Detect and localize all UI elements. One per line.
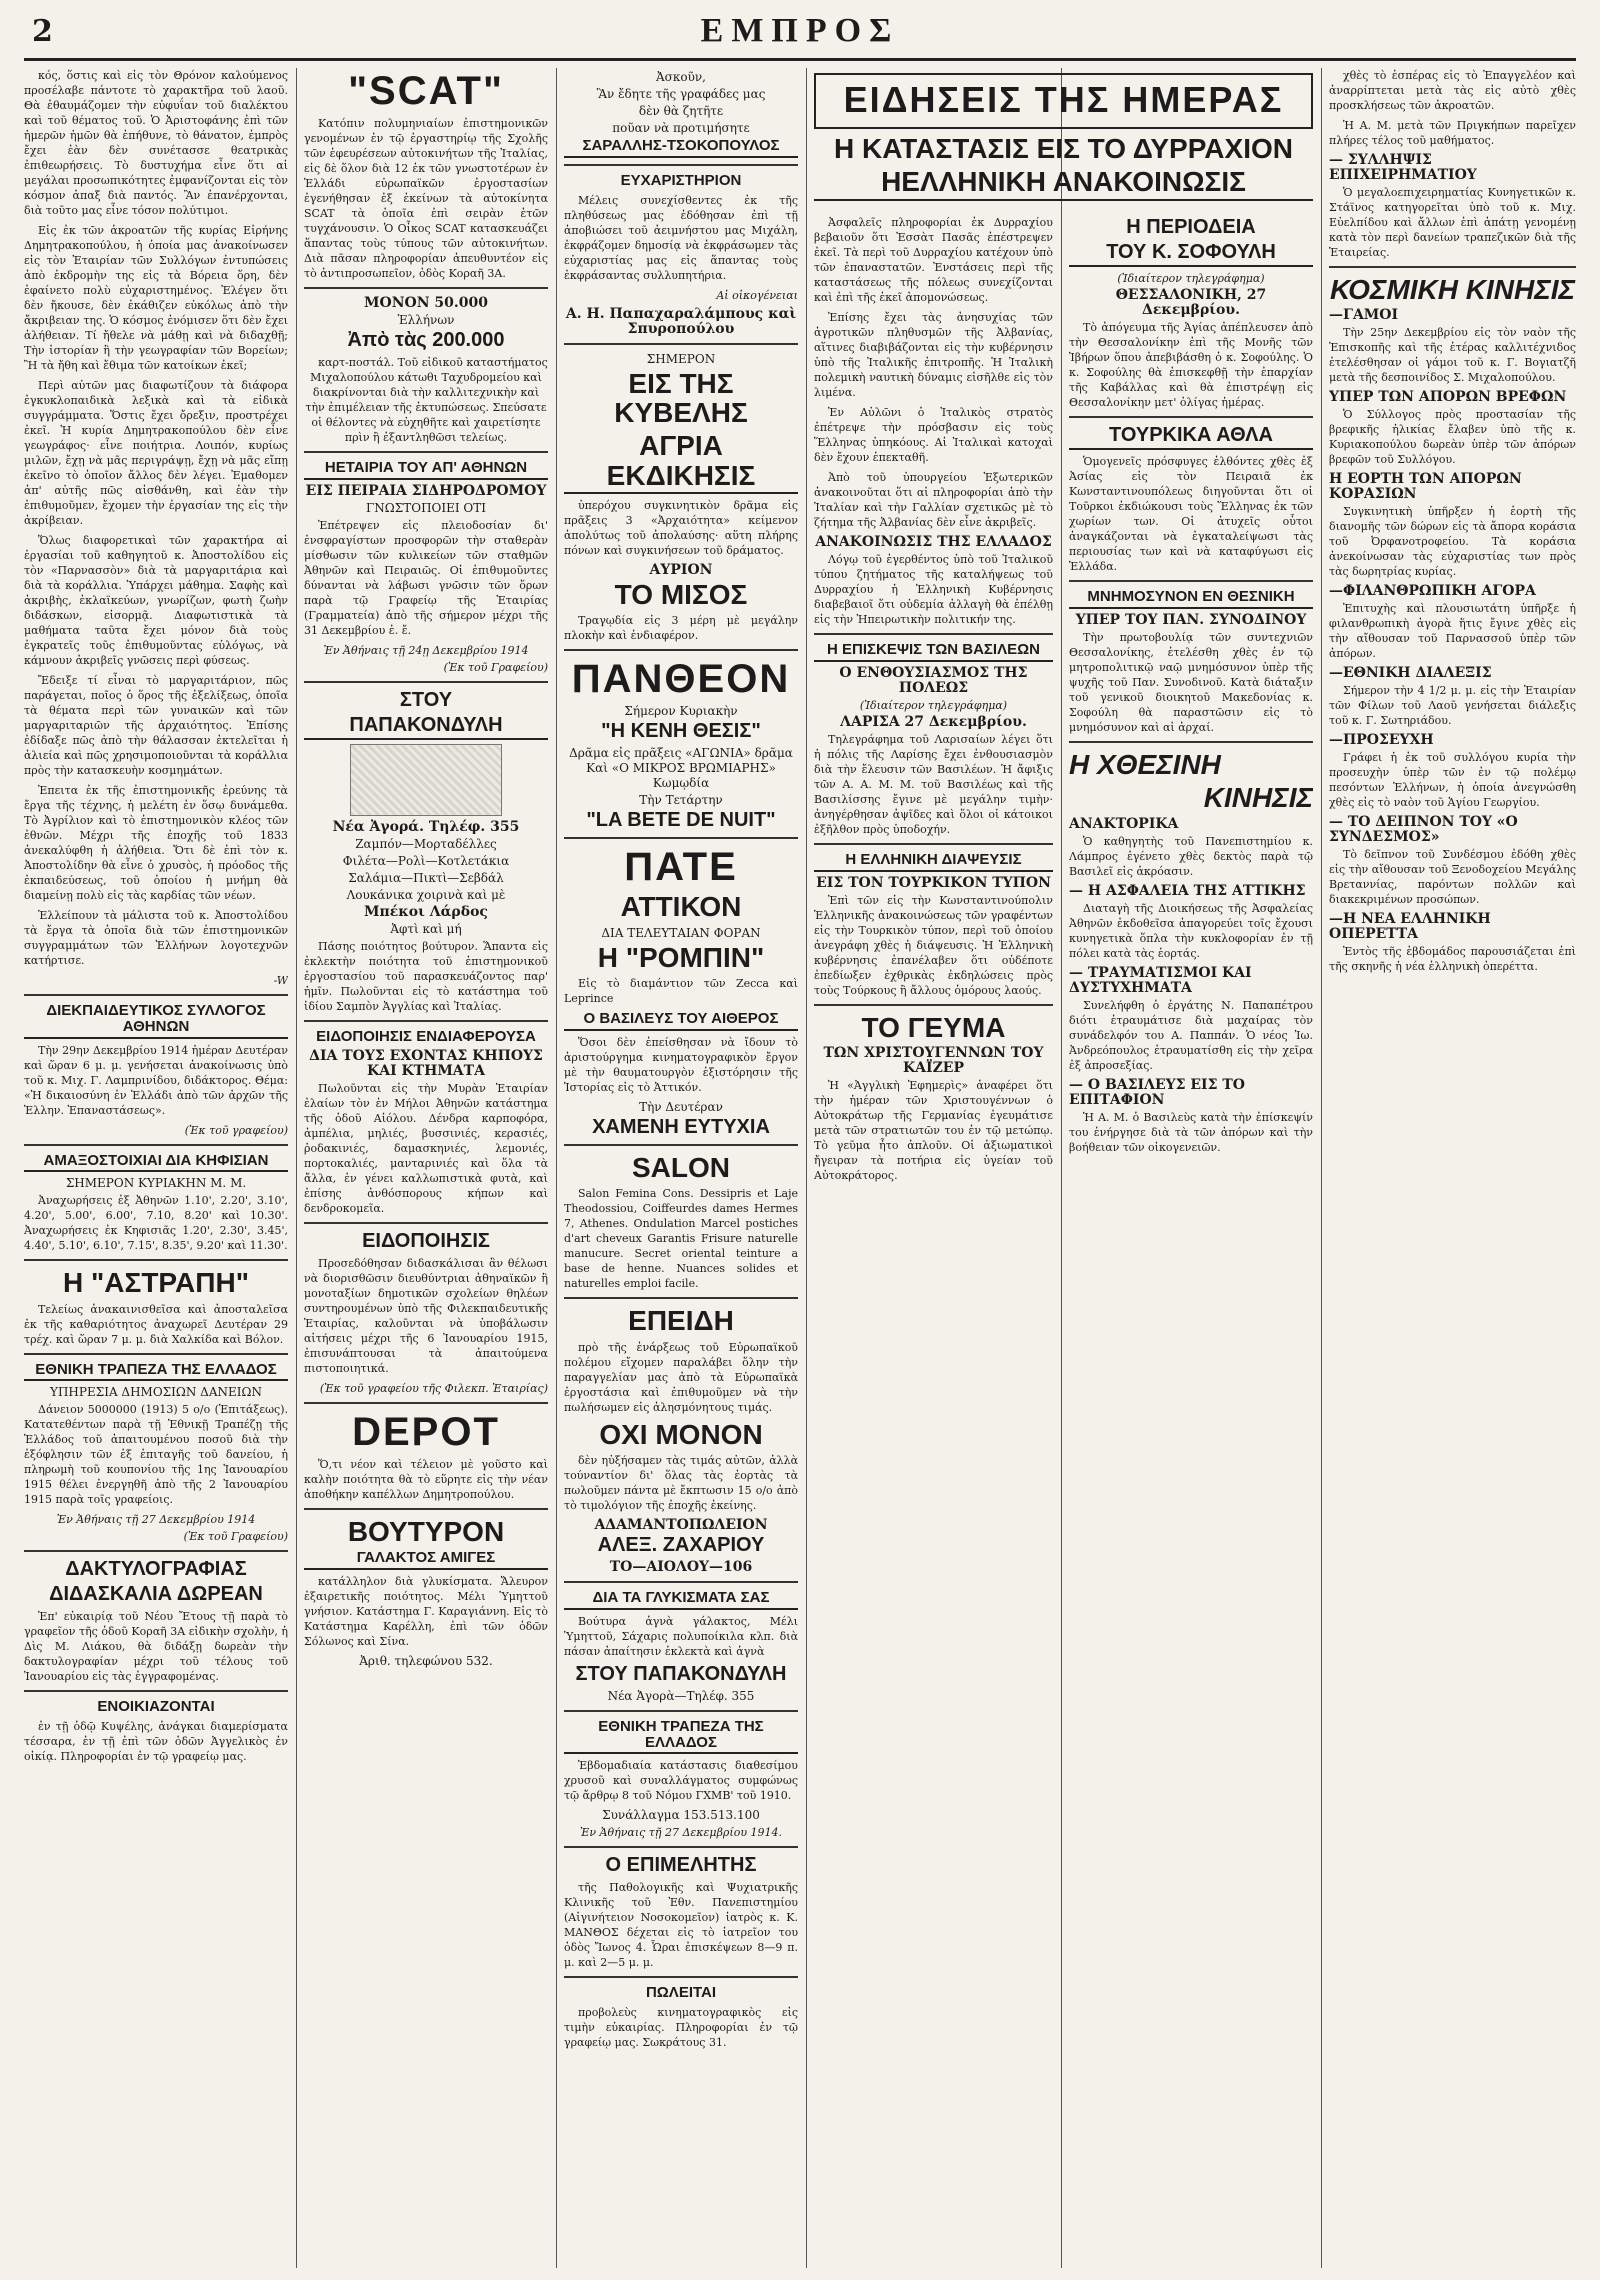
social-text: Ἐντὸς τῆς ἑβδομάδος παρουσιάζεται ἐπὶ τῆς σκηνῆς ἡ νέα ἑλληνικὴ ὀπερέττα. xyxy=(1329,945,1576,974)
jewelry-address: ΤΟ—ΑΙΟΛΟΥ—106 xyxy=(609,1559,753,1576)
company-title-2: ΕΙΣ ΠΕΙΡΑΙΑ ΣΙΔΗΡΟΔΡΟΜΟΥ xyxy=(305,482,547,499)
tomorrow-label: ΑΥΡΙΟΝ xyxy=(649,562,713,579)
pantheon-day: Τὴν Τετάρτην xyxy=(639,793,723,808)
attikon-subtitle: ΔΙΑ ΤΕΛΕΥΤΑΙΑΝ ΦΟΡΑΝ xyxy=(601,925,761,940)
company-title-1: ΗΕΤΑΙΡΙΑ ΤΟΥ ΑΠ' ΑΘΗΝΩΝ xyxy=(304,460,548,480)
typing-ad xyxy=(24,1550,288,1684)
butter-text: κατάλληλον διὰ γλυκίσματα. Ἄλευρον ἐξαιρετικῆς ποιότητος. Μέλι Ὑμηττοῦ γνήσιον. Κατάστημα Γ. Καραγιάννη. Εἰς τὸ Κατάστημα Καρέλλη, ἐπὶ τῶν ὁδῶν Σόλωνος καὶ Σίνα. xyxy=(304,1574,548,1648)
yesterday-text: Συνελήφθη ὁ ἐργάτης Ν. Παπαπέτρου διότι ἐτραυμάτισε διὰ μαχαίρας τὸν συνάδελφόν του Α. Παππάν. Ὁ νέος Ἰω. Ἀνδρεόπουλος ἐτραυματίσθη εἰς τὴν χεῖρα ἐξ ἀπροσεξίας. xyxy=(1069,998,1313,1072)
lottery-subtitle: Ἑλλήνων xyxy=(397,313,455,327)
papakondylis-title-1: ΣΤΟΥ xyxy=(399,688,453,711)
sofoulis-dateline: ΘΕΣΣΑΛΟΝΙΚΗ, 27 Δεκεμβρίου. xyxy=(1115,287,1267,318)
top-ad-brand: ΣΑΡΑΛΛΗΣ-ΤΣΟΚΟΠΟΥΛΟΣ xyxy=(564,138,798,158)
thanks-text: Μέλεις συνεχίσθεντες ἐκ τῆς πληθύσεως μας ἐδόθησαν ἐπὶ τῇ ἀποβιώσει τοῦ ἀειμνήστου μας Μιχάλη, ἐκφράζομεν δημοσίᾳ νὰ ἐκφράσωμεν τὰς εὐχαριστίας μας εἰς ἅπαντας τοὺς ἐκφράσαντας συλλυπητήρια. xyxy=(564,193,798,282)
pantheon-text: Δρᾶμα εἰς πρᾶξεις «ΑΓΩΝΙΑ» δρᾶμα Καὶ «Ο ΜΙΚΡΟΣ ΒΡΩΜΙΑΡΗΣ» Κωμῳδία xyxy=(569,746,793,791)
article-paragraph: Εἰς ἐκ τῶν ἀκροατῶν τῆς κυρίας Εἰρήνης Δημητρακοπούλου, ἡ ὁποία μας ἀνακοίνωσεν εἰς τὸν Ἑταιρίαν τῶν Συλλόγων ἐντυπώσεις ἀπὸ ἐκδρομὴν της εἰς τὰ Βόρεια ὅρη, δὲν ἐφαίνετο πολὺ εὐχαριστημένος. Ἐλέγεν ὅτι δὲν ἤκουσε, δὲν ἐκάθιζεν εὐκόλως ἀπὸ τὴν ἄκριβειαν της. Ὁ κόσμος ἐνόμισεν ὅτι δὲν ἔχει ἀλήθειαν. Τί ἤθελε νὰ μάθῃ καὶ νὰ διδαχθῇ; Τὴν ἱστορίαν ἢ τὴν γεωγραφίαν τῶν Βορείων; Ἢ τὰ ἤθη καὶ ἔθιμα τῶν κατοίκων ἐκεῖ; xyxy=(24,224,288,372)
yesterday-sub: — Η ΑΣΦΑΛΕΙΑ ΤΗΣ ΑΤΤΙΚΗΣ xyxy=(1069,882,1306,899)
bank-title: ΕΘΝΙΚΗ ΤΡΑΠΕΖΑ ΤΗΣ ΕΛΛΑΔΟΣ xyxy=(24,1362,288,1382)
rent-title: ΕΝΟΙΚΙΑΖΟΝΤΑΙ xyxy=(97,1698,215,1716)
pantheon-cinema xyxy=(564,649,798,831)
masthead: ΕΜΠΡΟΣ xyxy=(700,12,900,49)
papakondylis-line: Φιλέτα—Ρολὶ—Κοτλετάκια xyxy=(342,853,510,868)
lottery-text: καρτ-ποστάλ. Τοῦ εἰδικοῦ καταστήματος Μιχαλοπούλου κάτωθι Ταχυδρομείου καὶ διακρίνονται διὰ τὴν καλλιτεχνικὴν καὶ τὴν ἐπιμέλειαν τῆς ἐκτυπώσεως. Σπεύσατε οἱ θέλοντες νὰ εὐχηθῆτε καὶ χαιρετίσητε πρὶν ἢ ἐξαντληθῶσι τελείως. xyxy=(305,356,548,444)
lottery-ad xyxy=(304,287,548,445)
denial-text: Ἐπὶ τῶν εἰς τὴν Κωνσταντινούπολιν Ἑλληνικῆς ἀνακοινώσεως τῶν γραφέντων εἰς τὴν Τουρκικὸν τύπον, περὶ τοῦ ὁποίου ἀνεγράφη χθὲς ἡ διάψευσις. Ἡ Ἑλληνικὴ κυβέρνησις ἐπανέλαβεν ὅτι οὐδέποτε ἐπεδίωξεν ἐχθρικὰς ἐκδηλώσεις πρὸς τοὺς Τούρκους ἢ ἄλλους ὁμόρους λαούς. xyxy=(814,893,1053,997)
thanks-title: ΕΥΧΑΡΙΣΤΗΡΙΟΝ xyxy=(620,171,742,189)
social-sub: —ΠΡΟΣΕΥΧΗ xyxy=(1329,732,1434,749)
ochi-monon-title: ΟΧΙ ΜΟΝΟΝ xyxy=(599,1418,763,1450)
depot-text: Ὅ,τι νέον καὶ τέλειον μὲ γοῦστο καὶ καλὴν ποιότητα θὰ τὸ εὕρητε εἰς τὴν νέαν ἀποθήκην καπέλλων Δημητροπούλου. xyxy=(304,1457,548,1501)
jewelry-store: ΑΔΑΜΑΝΤΟΠΩΛΕΙΟΝ xyxy=(594,1517,768,1534)
durazzo-paragraph: Ἀσφαλεῖς πληροφορίαι ἐκ Δυρραχίου βεβαιοῦν ὅτι Ἐσσὰτ Πασᾶς ἐπέστρεψεν ἐκεῖ. Τὰ περὶ τοῦ Δυρραχίου κατέχουν ὑπὸ τῶν ἐπαναστατῶν. Ἐνστάσεις περὶ τῆς καταστάσεως τῆς πόλεως συνεχίζονται καὶ ἐπὶ τῆς ἐκεῖ ἀπομονώσεως. xyxy=(814,216,1053,304)
page-header xyxy=(24,6,1576,61)
social-text: Γράφει ἡ ἐκ τοῦ συλλόγου κυρία τὴν προσευχὴν ὑπὲρ τῶν ἐν τῷ πολέμῳ πεσόντων Ἑλλήνων, ἡ ὁποία ἀνεγνώσθη χθὲς εἰς τὸ ναὸν τοῦ Ἁγίου Γεωργίου. xyxy=(1329,751,1576,810)
kyveli-theatre xyxy=(564,343,798,644)
memorial-article xyxy=(1069,580,1313,735)
durazzo-paragraph: Ἐπίσης ἔχει τὰς ἀνησυχίας τῶν ἀγροτικῶν πληθυσμῶν τῆς Ἀλβανίας, αἵτινες διαβιβάζονται εἰς τὴν κυβέρνησιν ὑπὸ τῆς Ἰταλικῆς ἐπιτροπῆς. Ἡ Ἰταλικὴ πολεμικὴ ναυτικὴ δύναμις εἰσῆλθε εἰς τὸν λιμένα. xyxy=(814,311,1053,399)
denial-title: Η ΕΛΛΗΝΙΚΗ ΔΙΑΨΕΥΣΙΣ xyxy=(814,852,1053,872)
education-notice xyxy=(304,1222,548,1396)
durazzo-subtitle: ΗΕΛΛΗΝΙΚΗ ΑΝΑΚΟΙΝΩΣΙΣ xyxy=(814,167,1313,200)
bank-subtitle: ΥΠΗΡΕΣΙΑ ΔΗΜΟΣΙΩΝ ΔΑΝΕΙΩΝ xyxy=(50,1385,262,1400)
butter-title-2: ΓΑΛΑΚΤΟΣ ΑΜΙΓΕΣ xyxy=(304,1550,548,1570)
memorial-text: Τὴν πρωτοβουλίᾳ τῶν συντεχνιῶν Θεσσαλονίκης, ἐτελέσθη χθὲς ἐν τῷ μητροπολιτικῷ ναῷ μνημόσυνον ὑπὲρ τῆς ψυχῆς τοῦ Παν. Συνοδινοῦ. Κατὰ διάταξιν τοῦ γενικοῦ διοικητοῦ Μακεδονίας κ. Σοφούλη θὰ παραστῶσιν εἰς τὸ μνημόσυνον καὶ αἱ ἀρχαί. xyxy=(1069,630,1313,734)
depot-title: DEPOT xyxy=(352,1409,500,1454)
social-sub: ΥΠΕΡ ΤΩΝ ΑΠΟΡΩΝ ΒΡΕΦΩΝ xyxy=(1329,389,1567,406)
visit-subtitle: Ο ΕΝΘΟΥΣΙΑΣΜΟΣ ΤΗΣ ΠΟΛΕΩΣ xyxy=(839,664,1028,696)
memorial-title: ΜΝΗΜΟΣΥΝΟΝ ΕΝ ΘΕΣΝΙΚΗ xyxy=(1069,589,1313,609)
article-paragraph: Ἡ Α. Μ. μετὰ τῶν Πριγκήπων παρεῖχεν πλήρες τέλος τοῦ μαθήματος. xyxy=(1329,119,1576,147)
kyveli-play: ΑΓΡΙΑ ΕΚΔΙΚΗΣΙΣ xyxy=(564,431,798,494)
lottery-only: ΜΟΝΟΝ 50.000 xyxy=(364,295,488,311)
papakondylis-line: Μπέκοι Λάρδος xyxy=(364,903,488,920)
visit-text: Τηλεγράφημα τοῦ Λαρισαίων λέγει ὅτι ἡ πόλις τῆς Λαρίσης ἔχει ἐνθουσιασμὸν διὰ τὴν ἔλευσιν τῶν Βασιλέων. Ἡ ἄφιξις τῶν Α. Α. Μ. Μ. τοῦ Βασιλέως καὶ τῆς Βασιλίσσης ἔγινε μὲ μεγάλην τιμὴν· ἀνηγέρθησαν ἁψῖδες καὶ ὅλοι οἱ κάτοικοι ἐξῆλθον πρὸς ὑποδοχήν. xyxy=(814,732,1053,836)
top-ad-line: Ἂν ἔδητε τῆς γραφάδες μας xyxy=(596,87,766,101)
column-rule xyxy=(556,68,557,2268)
greek-statement-sub: ΑΝΑΚΟΙΝΩΣΙΣ ΤΗΣ ΕΛΛΑΔΟΣ xyxy=(815,534,1052,550)
visit-dateline: ΛΑΡΙΣΑ 27 Δεκεμβρίου. xyxy=(840,713,1027,730)
sofoulis-title-1: Η ΠΕΡΙΟΔΕΙΑ xyxy=(1126,216,1256,238)
yesterday-text: Ἡ Α. Μ. ὁ Βασιλεὺς κατὰ τὴν ἐπίσκεψίν του ἐνήργησε διὰ τὰ τῶν ἀπόρων καὶ τὴν βοήθειαν τῶν οἰκογενειῶν. xyxy=(1069,1110,1313,1154)
papakondylis-line: Λουκάνικα χοιρινὰ καὶ μὲ xyxy=(346,887,506,902)
kyveli-play-desc: Τραγῳδία εἰς 3 μέρη μὲ μεγάλην πλοκὴν καὶ ἐνδιαφέρον. xyxy=(564,614,798,643)
column-3 xyxy=(564,68,798,2268)
article-paragraph: Ὅλως διαφορετικαὶ τῶν χαρακτήρα αἱ ἐργασίαι τοῦ καθηγητοῦ κ. Ἀποστολίδου εἰς τὸν «Παρνασσὸν» διὰ τὰ μαργαριτάρια καὶ διὰ τὰ κοράλλια. Ὑπάρχει μάθημα. Σαφὴς καὶ ἀκριβὴς, ἐκλαϊκεύων, γνωρίζων, φωτὴ ζωὴν διδάσκων, εἰσορμᾷ. Διαφωτιστικὰ τὰ μαθήματα ταῦτα ἔχει μόνον διὰ τοὺς ἐγκρατεῖς τοῦς ἐπιθυμοῦντας εὐλόγως, νὰ κάμνουν ἀκριβεῖς γνῶσεις περὶ φύσεως. xyxy=(24,534,288,667)
lyceum-sig: (Ἐκ τοῦ γραφείου) xyxy=(184,1123,288,1137)
jewelry-ad xyxy=(564,1297,798,1575)
bank-text: Δάνειον 5000000 (1913) 5 ο/ο (Ἐπιτάξεως). Κατατεθέντων παρὰ τῇ Ἐθνικῇ Τραπέζῃ τῆς Ἑλλάδος τοῦ ἀπαιτουμένου ποσοῦ διὰ τὴν ἐξόφλησιν τῶν ἐξ ἐπιταγῆς τοῦ δανείου, ἡ πληρωμὴ τοῦ κουπονίου τῆς 1ης Ἰανουαρίου 1915 θέλει ἐνεργηθῆ ἀπὸ τῆς 2 Ἰανουαρίου 1915 παρὰ τοῖς γραφείοις. xyxy=(24,1403,288,1507)
column-1 xyxy=(24,68,288,2268)
butter-phone: Ἀριθ. τηλεφώνου 532. xyxy=(359,1653,493,1668)
article-paragraph: Περὶ αὐτῶν μας διαφωτίζουν τὰ διάφορα ἐγκυκλοπαιδικὰ λεξικὰ καὶ τὰ εἰδικὰ συγγράμματα. Ὅστις ἔχει ὄρεξιν, προστρέχει ἐκεῖ. Ἡ κυρία Δημητρακοπούλου δὲν εἶνε γεωγράφος· εἶνε ποιήτρια. Λοιπόν, κυρίως μιλῶν, ἔχῃ νὰ μᾶς περιγράψῃ, ἔχῃ νὰ μᾶς εἴπῃ ἐκεῖνο τὸ ὁποῖον ἄλλος δὲν λέγει. Ἐμαθομεν ἀπ' αὐτῆς πῶς αἰσθάνθη, καὶ ἐὰν τὴν ἐπιθυμοῦμεν, ἔχομεν τὴν ἐργασίαν της εἰς τὴν ἀκρίβειαν. xyxy=(24,379,288,527)
social-sub: — ΤΟ ΔΕΙΠΝΟΝ ΤΟΥ «Ο ΣΥΝΔΕΣΜΟΣ» xyxy=(1329,814,1518,846)
yesterday-sub: ΑΝΑΚΤΟΡΙΚΑ xyxy=(1069,815,1179,832)
astrapi-notice xyxy=(24,1259,288,1346)
visit-title: Η ΕΠΙΣΚΕΨΙΣ ΤΩΝ ΒΑΣΙΛΕΩΝ xyxy=(814,642,1053,662)
sweets-title: ΔΙΑ ΤΑ ΓΛΥΚΙΣΜΑΤΑ ΣΑΣ xyxy=(564,1590,798,1610)
article-paragraph: χθὲς τὸ ἐσπέρας εἰς τὸ Ἐπαγγελέον καὶ ἀναρρίπτεται μετὰ τὰς εἰς αὐτὸ χθὲς προσκλήσεως τῶν ἀκροατῶν. xyxy=(1329,69,1576,112)
education-title: ΕΙΔΟΠΟΙΗΣΙΣ xyxy=(362,1229,490,1252)
hunting-title: — ΣΥΛΛΗΨΙΣ ΕΠΙΧΕΙΡΗΜΑΤΙΟΥ xyxy=(1329,152,1477,183)
yesterday-text: Ὁ καθηγητὴς τοῦ Πανεπιστημίου κ. Λάμπρος ἐγένετο χθὲς δεκτὸς παρὰ τῷ Βασιλεῖ εἰς ἀκρόασιν. xyxy=(1069,834,1313,878)
top-ad xyxy=(564,70,798,158)
papakondylis-text: Πάσης ποιότητος βούτυρον. Ἅπαντα εἰς ἐκλεκτὴν ποιότητα τοῦ ἐπιστημονικοῦ ἐργοστασίου τοῦ παρασκευάζοντος παρ' ἡμῖν. Πωλοῦνται εἰς τὸ κατάστημα τοῦ ἰδίου Σαμπὸν Ἀγγλίας καὶ Ἰταλίας. xyxy=(304,939,548,1013)
education-sig: (Ἐκ τοῦ γραφείου τῆς Φιλεκπ. Ἑταιρίας) xyxy=(319,1381,548,1395)
company-dateline: Ἐν Ἀθήναις τῇ 24ῃ Δεκεμβρίου 1914 xyxy=(323,643,529,657)
bank2-text: Ἑβδομαδιαία κατάστασις διαθεσίμου χρυσοῦ καὶ συναλλάγματος συμφώνως τῷ ἄρθρῳ 8 τοῦ Νόμου ΓΧΜΒ' τοῦ 1910. xyxy=(564,1759,798,1803)
attikon-day: Τὴν Δευτέραν xyxy=(639,1099,723,1114)
lottery-amount: Ἀπὸ τὰς 200.000 xyxy=(347,329,505,351)
company-text: Ἐπέτρεψεν εἰς πλειοδοσίαν δι' ἐνσφραγίστων προσφορῶν τὴν σταθερὰν μίσθωσιν τῶν κυλικείων τῶν σταθμῶν Ἀθηνῶν καὶ Πειραιῶς. Οἱ ἐπιθυμοῦντες δύνανται νὰ λάβωσι γνῶσιν τῶν ὅρων παρὰ τῷ Γραφείῳ τῆς Ἑταιρίας (Γραμματεία) ἀπὸ τῆς σήμερον μέχρι τῆς 31 Δεκεμβρίου ἐ. ἔ. xyxy=(304,518,548,637)
thanks-sig: Αἱ οἰκογένειαι xyxy=(716,288,798,302)
attikon-film: Η "ΡΟΜΠΙΝ" xyxy=(597,941,765,973)
kyveli-play-2: ΤΟ ΜΙΣΟΣ xyxy=(614,579,748,611)
yesterday-sub: — Ο ΒΑΣΙΛΕΥΣ ΕΙΣ ΤΟ ΕΠΙΤΑΦΙΟΝ xyxy=(1069,1076,1245,1108)
epeidi-text: πρὸ τῆς ἐνάρξεως τοῦ Εὐρωπαϊκοῦ πολέμου εἴχομεν παραλάβει ὅλην τὴν παραγγελίαν μας ἀπὸ τὰ Εὐρωπαϊκὰ ἐργοστάσια καὶ ἐπιθυμοῦμεν νὰ τὴν πωλήσωμεν εἰς ἀλησμόνητους τιμάς. xyxy=(564,1340,798,1414)
article-paragraph: Ἔδειξε τί εἶναι τὸ μαργαριτάριον, πῶς παράγεται, ποῖος ὁ ὅρος τῆς ἐξελίξεως, ὁποῖα τὰ θέματα περὶ τῶν γυναικῶν καὶ τῶν μαργαριταριῶν τῆς ἀρχαιότητος. Ἐπίσης ἐδίδαξε πῶς ἀπὸ τὴν θάλασσαν ἐκτελεῖται ἡ ἀλιεία καὶ πῶς χρησιμοποιοῦνται τὰ κοράλλια πρὸς τὴν κατασκευὴν κοσμημάτων. xyxy=(24,674,288,777)
social-title: ΚΟΣΜΙΚΗ ΚΙΝΗΣΙΣ xyxy=(1329,274,1576,305)
turkish-title: ΤΟΥΡΚΙΚΑ ΑΘΛΑ xyxy=(1069,425,1313,450)
yesterday-sub: — ΤΡΑΥΜΑΤΙΣΜΟΙ ΚΑΙ ΔΥΣΤΥΧΗΜΑΤΑ xyxy=(1069,964,1252,996)
rent-ad xyxy=(24,1690,288,1764)
doctor-text: τῆς Παθολογικῆς καὶ Ψυχιατρικῆς Κλινικῆς τοῦ Ἐθν. Πανεπιστημίου (Αἰγινήτειον Νοσοκομεῖον) ἰατρὸς κ. Κ. ΜΑΝΘΟΣ δέχεται εἰς τὸ ἰατρεῖον του ὁδὸς Ἴωνος 4. Ὧραι ἐπισκέψεων 8—9 π. μ. καὶ 2—5 μ. μ. xyxy=(564,1881,798,1970)
doctor-ad xyxy=(564,1846,798,1970)
cow-illustration xyxy=(350,744,502,816)
train-notice xyxy=(24,1144,288,1254)
papakondylis-line: Ζαμπόν—Μορταδέλλες xyxy=(355,836,497,851)
hunting-text: Ὁ μεγαλοεπιχειρηματίας Κυνηγετικῶν κ. Στάϊνος κατηγορεῖται ὑπὸ τοῦ κ. Μιχ. Εὐελπίδου καὶ ἄλλων ἐπὶ ἀπάτῃ γενομένῃ κατὰ τὸν περὶ δανείων τραπεζικῶν διὰ τῆς Ἑταιρείας. xyxy=(1329,186,1576,259)
sweets-ad xyxy=(564,1581,798,1704)
denial-article xyxy=(814,843,1053,998)
article-paragraph: Ἐπειτα ἐκ τῆς ἐπιστημονικῆς ἐρεύνης τὰ ἔργα τῆς τέχνης, ἡ μελέτη ἐν ὅσῳ δυνάμεθα. Τὸ Ἀγρίλιον καὶ τὸ ἐπιστημονικὸν κλέος τῶν ἐθνῶν. Μέχρι τῆς ἐποχῆς τοῦ 1833 ἀνεκαλύφθη ἡ ἀλήθεια. Ὅτι δὲ ἐπὶ τὸν κ. Ἀποστολίδην θὰ εἶνε ὁ χρυσὸς, ἡ πρόοδος τῆς ἐκπαιδεύσεως, τοῦ ὁποίου ἡ μνήμη θὰ διαμείνῃ πολὺ εἰς τὰς καρδίας τῶν νέων. xyxy=(24,784,288,902)
papakondylis-line: Ἀφτὶ καὶ μή xyxy=(390,921,462,936)
bank2-dateline: Ἐν Ἀθήναις τῇ 27 Δεκεμβρίου 1914. xyxy=(579,1826,783,1840)
social-text: Ὁ Σύλλογος πρὸς προστασίαν τῆς βρεφικῆς ἡλικίας ἔλαβεν ὑπὸ τῆς κ. Κυριακοπούλου δωρεὰν ὑπὲρ τῶν ἀπόρων βρεφῶν τοῦ Συλλόγου. xyxy=(1329,408,1576,467)
bank2-line: Συνάλλαγμα 153.513.100 xyxy=(602,1808,760,1823)
pantheon-film: "Η ΚΕΝΗ ΘΕΣΙΣ" xyxy=(601,720,761,743)
top-ad-line: δὲν θὰ ζητῆτε xyxy=(638,104,724,118)
projector-text: προβολεὺς κινηματογραφικὸς εἰς τιμὴν εὐκαιρίας. Πληροφορίαι ἐν τῷ γραφείῳ μας. Σωκράτους 31. xyxy=(564,2006,798,2050)
sofoulis-text: Τὸ ἀπόγευμα τῆς Ἀγίας ἀπέπλευσεν ἀπὸ τὴν Θεσσαλονίκην ἐπὶ τῆς Μονῆς τῶν Ἰβήρων ὅπου ἀπεβιβάσθη ὁ κ. Σοφούλης. Ὁ κ. Σοφούλης θὰ ἐπισκεφθῇ τὴν ἐπαρχίαν τῆς Καβάλλας καὶ θὰ ἐπιστρέψῃ εἰς Θεσσαλονίκην μετ' ὀλίγας ἡμέρας. xyxy=(1069,321,1313,409)
today-label: ΣΗΜΕΡΟΝ xyxy=(646,351,716,366)
butter-title-1: ΒΟΥΤΥΡΟΝ xyxy=(347,1515,505,1547)
social-text: Τὴν 25ην Δεκεμβρίου εἰς τὸν ναὸν τῆς Ἐπισκοπῆς καὶ τῆς ἑτέρας καλλιτέχνιδος ἐτελέσθησαν οἱ γάμοι τοῦ κ. Γ. Βογιατζῆ μετὰ τῆς δεσποινίδος Σ. Μιχαλοπούλου. xyxy=(1329,326,1576,385)
news-title: ΕΙΔΗΣΕΙΣ ΤΗΣ ΗΜΕΡΑΣ xyxy=(843,79,1284,120)
depot-ad xyxy=(304,1402,548,1502)
ochi-monon-text: δὲν ηὐξήσαμεν τὰς τιμάς αὐτῶν, ἀλλὰ τούναντίον δι' ὅλας τὰς ἐορτὰς τὰ πωλοῦμεν πάντα μὲ ἔκπτωσιν 15 ο/ο ἀπὸ τὸ τιμολόγιον τῆς ἐποχῆς ἐκείνης. xyxy=(564,1454,798,1513)
jewelry-owner: ΑΛΕΞ. ΖΑΧΑΡΙΟΥ xyxy=(597,1534,765,1557)
gardens-text: Πωλοῦνται εἰς τὴν Μυρὰν Ἐταιρίαν ἐλαίων τὸν ἐν Μήλοι Ἀθηνῶν κατάστημα τῆς ὁδοῦ Αἰόλου. Δένδρα καρποφόρα, ἀμπέλια, μηλιές, βυσσινιές, κερασιές, ῥοδακινιές, δαμασκηνιές, λεμονιές, πορτοκαλιές, μανταρινιές καὶ ὅλα τὰ ἄλλα, ἐν γένει καλλωπιστικὰ φυτὰ, καὶ ἐπίσης ἀνθόσπορους κήπων καὶ δενδροκομεῖα. xyxy=(304,1081,548,1215)
butter-ad xyxy=(304,1508,548,1669)
bank-statement xyxy=(564,1710,798,1841)
social-text: Συγκινητικὴ ὑπῆρξεν ἡ ἑορτὴ τῆς διανομῆς τῶν δώρων εἰς τὰ ἄπορα κοράσια τοῦ Ὀρφανοτροφείου. Τὰ κοράσια ἀνεκοίνωσαν τὰς εὐχαριστίας των πρὸς τὰς δωρητρίας κυρίας. xyxy=(1329,505,1576,579)
rent-text: ἐν τῇ ὁδῷ Κυψέλης, ἀνάγκαι διαμερίσματα τέσσαρα, ἐν τῇ ἐπὶ τῶν ὁδῶν Ἀγγελικὸς ἐν οἰκίᾳ. Πληροφορίαι ἐν τῷ γραφείῳ μας. xyxy=(24,1720,288,1764)
pantheon-subtitle: Σήμερον Κυριακὴν xyxy=(624,704,738,719)
social-text: Σήμερον τὴν 4 1/2 μ. μ. εἰς τὴν Ἑταιρίαν τῶν Φίλων τοῦ Λαοῦ γενήσεται διάλεξις τοῦ κ. Γ. Σωτηριάδου. xyxy=(1329,684,1576,728)
kaiser-text: Ἡ «Ἀγγλικὴ Ἐφημερὶς» ἀναφέρει ὅτι τὴν ἡμέραν τῶν Χριστουγέννων ὁ Αὐτοκράτωρ τῆς Γερμανίας ἐγευμάτισε μετὰ τῶν στρατιωτῶν του ἐν τῷ μετώπῳ. Τὸ γεῦμα ἦτο ἁπλοῦν. Οἱ ἀξιωματικοὶ ἤγειραν τὰ ποτήρια εἰς ὑγείαν τοῦ Αὐτοκράτορος. xyxy=(814,1078,1053,1182)
papakondylis-line: Νέα Ἀγορά. Τηλέφ. 355 xyxy=(332,818,520,835)
train-title: ΑΜΑΞΟΣΤΟΙΧΙΑΙ ΔΙΑ ΚΗΦΙΣΙΑΝ xyxy=(24,1153,288,1173)
bank-notice xyxy=(24,1353,288,1545)
company-title-3: ΓΝΩΣΤΟΠΟΙΕΙ ΟΤΙ xyxy=(365,500,487,515)
typing-title-2: ΔΙΔΑΣΚΑΛΙΑ ΔΩΡΕΑΝ xyxy=(49,1583,263,1606)
attikon-cinema xyxy=(564,837,798,1138)
social-sub: Η ΕΟΡΤΗ ΤΩΝ ΑΠΟΡΩΝ ΚΟΡΑΣΙΩΝ xyxy=(1329,471,1522,503)
thanks-notice xyxy=(564,164,798,337)
bank-dateline: Ἐν Ἀθήναις τῇ 27 Δεκεμβρίου 1914 xyxy=(56,1513,256,1527)
sofoulis-article xyxy=(1069,217,1313,410)
durazzo-paragraph: Ἐν Αὐλῶνι ὁ Ἰταλικὸς στρατὸς ἐπέτρεψε τὴν πρόσβασιν εἰς τοὺς Ἕλληνας ὑπηκόους. Αἱ Ἰταλικαὶ κατοχαὶ δὲν ἔχουν ἐπεκταθῆ. xyxy=(814,406,1053,464)
yesterday-title: Η ΧΘΕΣΙΝΗ xyxy=(1069,748,1221,780)
kyveli-text: ὑπερόχου συγκινητικὸν δρᾶμα εἰς πρᾶξεις 3 «Ἀρχαιότητα» κείμενον ἀπολύτως τοῦ ἀπολαύσης· αὕτη πλήρης πόνων καὶ συγκινήσεων τοῦ δράματος. xyxy=(564,499,798,558)
typing-text: Ἐπ' εὐκαιρίᾳ τοῦ Νέου Ἔτους τῇ παρὰ τὸ γραφεῖον τῆς ὁδοῦ Κοραῆ 3Α εἰδικὴν σχολὴν, ἡ Δὶς Μ. Λιάκου, θὰ διδάξῃ δωρεὰν τὴν δακτυλογραφίαν μέχρι τοῦ τέλους τοῦ Ἰανουαρίου εἰς τὰς ἐγγραφομένας. xyxy=(24,1610,288,1684)
projector-ad xyxy=(564,1976,798,2050)
visit-cap: (Ἰδιαίτερον τηλεγράφημα) xyxy=(859,698,1008,712)
company-sig: (Ἐκ τοῦ Γραφείου) xyxy=(443,660,548,674)
social-section xyxy=(1329,266,1576,974)
sofoulis-title-2: ΤΟΥ Κ. ΣΟΦΟΥΛΗ xyxy=(1069,242,1313,267)
attikon-film-3: ΧΑΜΕΝΗ ΕΥΤΥΧΙΑ xyxy=(592,1115,770,1138)
gardens-title-2: ΔΙΑ ΤΟΥΣ ΕΧΟΝΤΑΣ ΚΗΠΟΥΣ ΚΑΙ ΚΤΗΜΑΤΑ xyxy=(309,1047,543,1079)
papakondylis-title-2: ΠΑΠΑΚΟΝΔΥΛΗ xyxy=(304,715,548,740)
astrapi-text: Τελείως ἀνακαινισθεῖσα καὶ ἀποσταλεῖσα ἐκ τῆς καθαριότητος ἀναχωρεῖ Δευτέραν 29 τρέχ. καὶ ὥραν 7 μ. μ. διὰ Χαλκίδα καὶ Βόλον. xyxy=(24,1302,288,1346)
astrapi-title: Η "ΑΣΤΡΑΠΗ" xyxy=(63,1267,249,1299)
news-banner xyxy=(814,73,1313,129)
sweets-address: Νέα Ἀγορὰ—Τηλέφ. 355 xyxy=(607,1688,755,1703)
kaiser-subtitle: ΤΩΝ ΧΡΙΣΤΟΥΓΕΝΝΩΝ ΤΟΥ ΚΑΪΖΕΡ xyxy=(823,1044,1044,1076)
salon-text: Salon Femina Cons. Dessipris et Laje Theodossiou, Coiffeurdes dames Hermes 7, Athenes. Ondulation Marcel postiches d'art cheveux Garantis Frisure naturelle manucure. Secret oriental teinture a base de henne. Nuances solides et naturelles emploi facile. xyxy=(564,1187,798,1291)
kyveli-title: ΕΙΣ ΤΗΣ ΚΥΒΕΛΗΣ xyxy=(614,367,748,428)
lyceum-title: ΔΙΕΚΠΑΙΔΕΥΤΙΚΟΣ ΣΥΛΛΟΓΟΣ ΑΘΗΝΩΝ xyxy=(24,1003,288,1039)
pantheon-title: ΠΑΝΘΕΟΝ xyxy=(571,657,791,702)
scat-title: "SCAT" xyxy=(348,69,504,113)
yesterday-section xyxy=(1069,741,1313,1155)
royal-visit-article xyxy=(814,633,1053,837)
social-sub: —ΦΙΛΑΝΘΡΩΠΙΚΗ ΑΓΟΡΑ xyxy=(1329,583,1536,600)
bank2-title: ΕΘΝΙΚΗ ΤΡΑΠΕΖΑ ΤΗΣ ΕΛΛΑΔΟΣ xyxy=(564,1719,798,1755)
social-sub: —ΓΑΜΟΙ xyxy=(1329,307,1399,324)
social-text: Ἐπιτυχὴς καὶ πλουσιωτάτη ὑπῆρξε ἡ φιλανθρωπικὴ ἀγορὰ ἥτις ἔγινε χθὲς εἰς τὴν αἴθουσαν τοῦ Παρνασσοῦ ὑπὲρ τῶν ἀπόρων. xyxy=(1329,602,1576,661)
social-sub: —Η ΝΕΑ ΕΛΛΗΝΙΚΗ ΟΠΕΡΕΤΤΑ xyxy=(1329,911,1491,943)
lyceum-notice xyxy=(24,994,288,1138)
attikon-film-2: Ο ΒΑΣΙΛΕΥΣ ΤΟΥ ΑΙΘΕΡΟΣ xyxy=(564,1011,798,1031)
yesterday-text: Διαταγὴ τῆς Διοικήσεως τῆς Ἀσφαλείας Ἀθηνῶν ἐκδοθεῖσα ἀπαγορεύει τοῖς ἔχουσι κυνηγετικὰ ὅπλα τὴν κυκλοφορίαν ἐν τῇ πόλει κατὰ τὰς ἑορτάς. xyxy=(1069,901,1313,960)
projector-title: ΠΩΛΕΙΤΑΙ xyxy=(645,1984,717,2002)
social-text: Τὸ δεῖπνον τοῦ Συνδέσμου ἐδόθη χθὲς εἰς τὴν αἴθουσαν τοῦ Ξενοδοχείου Μεγάλης Βρεταννίας, παρόντων πολλῶν καὶ διακεκριμένων προσώπων. xyxy=(1329,848,1576,907)
yesterday-title-2: ΚΙΝΗΣΙΣ xyxy=(1203,782,1313,814)
social-sub: —ΕΘΝΙΚΗ ΔΙΑΛΕΞΙΣ xyxy=(1329,665,1492,682)
sofoulis-cap: (Ἰδιαίτερον τηλεγράφημα) xyxy=(1117,272,1265,285)
education-text: Προσεδόθησαν διδασκάλισαι ἂν θέλωσι νὰ διορισθῶσιν διευθύντριαι ἀθηναϊκῶν ἢ μονοταξίων δημοτικῶν σχολείων θηλέων συντηρουμένων ὑπὸ τῆς Φιλεκπαιδευτικῆς Ἑταιρίας, καλοῦνται νὰ ὑποβάλωσιν αἰτήσεις μέχρι τῆς 6 Ἰανουαρίου 1915, ἐπισυνάπτουσαι τὰ ἀπαιτούμενα πιστοποιητικά. xyxy=(304,1256,548,1375)
attikon-title-1: ΠΑΤΕ xyxy=(624,845,738,890)
lyceum-text: Τὴν 29ην Δεκεμβρίου 1914 ἡμέραν Δευτέραν καὶ ὥραν 6 μ. μ. γενήσεται ἀνακοίνωσις ὑπὸ τοῦ κ. Μιχ. Γ. Λαμπρινίδου, διδάκτορος. Θέμα: «Ἡ δικαιοσύνη ἐν Ἑλλάδι ἀπὸ τῶν ἀρχῶν τῆς Ἑλλην. Ἐπαναστάσεως». xyxy=(24,1043,288,1117)
attikon-text: Εἰς τὸ διαμάντιον τῶν Zecca καὶ Leprince xyxy=(564,977,798,1006)
thanks-sig-names: Α. Η. Παπαχαραλάμπους καὶ Σπυροπούλου xyxy=(565,305,797,337)
sweets-store: ΣΤΟΥ ΠΑΠΑΚΟΝΔΥΛΗ xyxy=(575,1662,787,1685)
durazzo-paragraph: Ἀπὸ τοῦ ὑπουργείου Ἐξωτερικῶν ἀνακοινοῦται ὅτι αἱ πληροφορίαι ἀπὸ τὴν Ἰταλίαν καὶ τὴν Γαλλίαν σχετικῶς μὲ τὸ ζήτημα τῆς Ἀλβανίας δὲν εἶνε ἀκριβεῖς. xyxy=(814,471,1053,529)
doctor-title: Ο ΕΠΙΜΕΛΗΤΗΣ xyxy=(605,1854,757,1877)
gardens-title-1: ΕΙΔΟΠΟΙΗΣΙΣ ΕΝΔΙΑΦΕΡΟΥΣΑ xyxy=(316,1027,536,1045)
top-ad-line: Ἀσκοῦν, xyxy=(656,70,706,84)
papakondylis-line: Σαλάμια—Πικτὶ—Σεβδάλ xyxy=(348,870,504,885)
column-rule xyxy=(1321,68,1322,2268)
scat-text: Κατόπιν πολυμηνιαίων ἐπιστημονικῶν γενομένων ἐν τῷ ἐργαστηρίῳ τῆς Σχολῆς τῶν ἐφευρέσεων αὐτοκινήτων τῆς Ἰταλίας, εἰς δὲ ὅλον διὰ 12 ἐκ τῶν γνωστοτέρων ἐν Ἑλλάδι εὐρωπαϊκῶν ἐργοστασίων ἐγενήθησαν ἐξ ἐκείνων τὰ αὐτοκίνητα SCAT τὰ ὁποῖα ἐπὶ σειρὰν ἐτῶν τυγχάνουσιν. Ὁ Οἶκος SCAT κατασκευάζει ἅπαντας τοὺς τύπους τῶν αὐτοκινήτων. Διὰ πᾶσαν πληροφορίαν ἀπευθυντέον εἰς τὸ ἀντιπροσωπεῖον, ὁδὸς Κοραῆ 3Α. xyxy=(304,117,548,280)
papakondylis-ad xyxy=(304,681,548,1014)
durazzo-paragraph: Λόγῳ τοῦ ἐγερθέντος ὑπὸ τοῦ Ἰταλικοῦ τύπου ζητήματος τῆς καταλήψεως τοῦ Δυρραχίου ἡ Ἑλληνικὴ Κυβέρνησις διαβεβαιοῖ ὅτι οὐδεμία ἀλλαγὴ θὰ ἐπέλθῃ εἰς τὴν Ἠπειρωτικὴν πολιτικήν της. xyxy=(814,553,1053,626)
article-signature: -W xyxy=(273,974,288,987)
column-6 xyxy=(1329,68,1576,2268)
kaiser-article xyxy=(814,1004,1053,1183)
column-4 xyxy=(814,215,1053,2265)
column-rule xyxy=(296,68,297,2268)
train-subtitle: ΣΗΜΕΡΟΝ ΚΥΡΙΑΚΗΝ Μ. Μ. xyxy=(65,1176,247,1191)
column-5 xyxy=(1069,215,1313,2265)
column-2 xyxy=(304,68,548,2268)
turkish-text: Ὁμογενεῖς πρόσφυγες ἐλθόντες χθὲς ἐξ Ἀσίας εἰς τὸν Πειραιᾶ ἐκ Κωνσταντινουπόλεως διηγοῦνται ὅτι οἱ Τοῦρκοι ἐκδιώκουσι τοὺς Ἕλληνας ἐκ τῶν χωρίων των. Οἱ ἀτυχεῖς οὗτοι ἀναγκάζονται νὰ ἐγκαταλείψωσι τὰς περιουσίας των καὶ νὰ καταφύγωσι εἰς Ἑλλάδα. xyxy=(1069,455,1313,573)
durazzo-title: Η ΚΑΤΑΣΤΑΣΙΣ ΕΙΣ ΤΟ ΔΥΡΡΑΧΙΟΝ xyxy=(834,132,1293,164)
page-number: 2 xyxy=(32,14,53,49)
attikon-text-2: Ὅσοι δὲν ἐπείσθησαν νὰ ἴδουν τὸ ἀριστούργημα κινηματογραφικὸν ἔργον μὲ τὴν θαυματουργὸν ἐξιστόρησιν τῆς Ἱστορίας εἰς τὸ Ἀττικόν. xyxy=(564,1035,798,1094)
article-paragraph: κός, ὅστις καὶ εἰς τὸν Θρόνον καλούμενος προσέλαβε πάντοτε τὸ χαρακτῆρα τοῦ λαοῦ. Θὰ ἐθαυμάζομεν τὴν εὐφυΐαν τοῦ διαλέκτου καὶ τοῦ θέματος τοῦ. Ὁ Ἀριστοφάνης ἐπὶ τῶν ἡμερῶν ἡμῶν θὰ ἐπήθυνε, τὸ θάνατον, ἐμπρὸς ἔχει ἐὰν δὲν συνέτασσε θεατρικὰς ἐπιθεωρήσεις. Τὸ δυστυχήμα εἶνε ὅτι αἱ μεγάλαι προσωπικότητες ἐμφανίζονται εἰς τὸν κόσμον ἀπαξ διὰ παντός. Ἂν ἐπανέρχονται, διὰ τοῦτο μας εἶνε τόσον πολύτιμοι. xyxy=(24,69,288,217)
pantheon-film-2: "LA BETE DE NUIT" xyxy=(586,809,776,832)
salon-title: SALON xyxy=(632,1151,730,1183)
company-notice xyxy=(304,451,548,675)
gardens-notice xyxy=(304,1020,548,1216)
top-ad-line: ποῦαν νὰ προτιμήσητε xyxy=(612,121,750,135)
typing-title-1: ΔΑΚΤΥΛΟΓΡΑΦΙΑΣ xyxy=(65,1558,247,1581)
denial-subtitle: ΕΙΣ ΤΟΝ ΤΟΥΡΚΙΚΟΝ ΤΥΠΟΝ xyxy=(816,874,1051,891)
sweets-text: Βούτυρα ἁγνὰ γάλακτος, Μέλι Ὑμηττοῦ, Σάχαρις πολυποίκιλα κλπ. διὰ πάσαν ἀπαίτησιν ἐκλεκτὰ καὶ ἁγνὰ xyxy=(564,1614,798,1658)
kaiser-title: ΤΟ ΓΕΥΜΑ xyxy=(861,1011,1006,1043)
bank-sig: (Ἐκ τοῦ Γραφείου) xyxy=(183,1530,288,1544)
epeidi-title: ΕΠΕΙΔΗ xyxy=(628,1305,734,1337)
salon-ad xyxy=(564,1144,798,1291)
article-paragraph: Ἐλλείπουν τὰ μάλιστα τοῦ κ. Ἀποστολίδου τὰ ἔργα τὰ ὁποῖα διὰ τῶν ἐπιστημονικῶν συγγραμμάτων τῶν Ἑλλήνων λογοτεχνῶν κατήρτισε. xyxy=(24,909,288,967)
attikon-title-2: ΑΤΤΙΚΟΝ xyxy=(620,891,742,923)
memorial-subtitle: ΥΠΕΡ ΤΟΥ ΠΑΝ. ΣΥΝΟΔΙΝΟΥ xyxy=(1075,611,1307,628)
train-text: Ἀναχωρήσεις ἐξ Ἀθηνῶν 1.10', 2.20', 3.10', 4.20', 5.00', 6.00', 7.10, 8.20' καὶ 10.30'. Ἀναχωρήσεις ἐκ Κηφισιᾶς 1.20', 2.30', 3.45', 4.40', 5.10', 6.10', 7.15', 8.35', 9.20' καὶ 11.30'. xyxy=(24,1194,288,1253)
turkish-article xyxy=(1069,416,1313,574)
column-rule xyxy=(806,68,807,2268)
